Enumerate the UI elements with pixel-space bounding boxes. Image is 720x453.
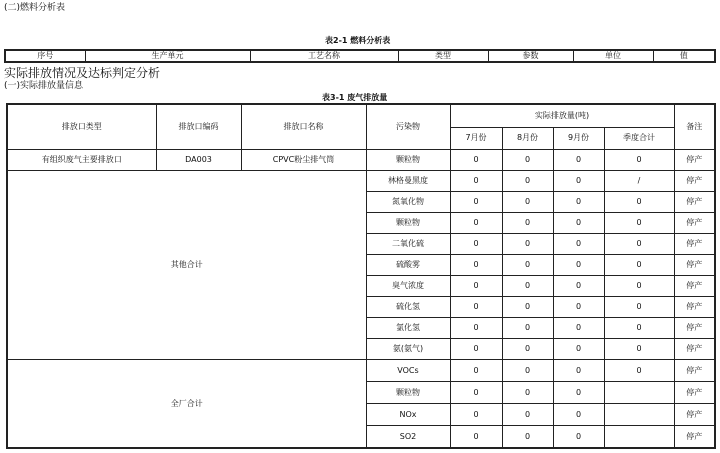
cell-month7: 0 <box>450 339 502 360</box>
header-remark: 备注 <box>674 104 715 149</box>
cell-remark: 停产 <box>674 426 715 448</box>
cell-quarter-total <box>604 426 674 448</box>
cell-month8: 0 <box>502 149 553 170</box>
cell-remark: 停产 <box>674 360 715 382</box>
cell-month9: 0 <box>553 317 604 338</box>
cell-pollutant: 氨(氨气) <box>366 339 450 360</box>
header-outlet-code: 排放口编码 <box>156 104 241 149</box>
header-outlet-type: 排放口类型 <box>7 104 156 149</box>
cell-outlet-type: 有组织废气主要排放口 <box>7 149 156 170</box>
cell-remark: 停产 <box>674 382 715 404</box>
cell-pollutant: 氮氧化物 <box>366 191 450 212</box>
cell-month7: 0 <box>450 426 502 448</box>
table1-header-cell: 序号 <box>5 50 85 62</box>
cell-month7: 0 <box>450 317 502 338</box>
cell-quarter-total: 0 <box>604 296 674 317</box>
cell-month7: 0 <box>450 191 502 212</box>
header-quarter-total: 季度合计 <box>604 127 674 149</box>
cell-pollutant: 硫化氢 <box>366 296 450 317</box>
cell-month7: 0 <box>450 170 502 191</box>
cell-remark: 停产 <box>674 275 715 296</box>
cell-month7: 0 <box>450 212 502 233</box>
cell-remark: 停产 <box>674 254 715 275</box>
cell-month8: 0 <box>502 275 553 296</box>
header-outlet-name: 排放口名称 <box>241 104 366 149</box>
cell-pollutant: 颗粒物 <box>366 382 450 404</box>
header-actual-emission: 实际排放量(吨) <box>450 104 674 127</box>
header-month8: 8月份 <box>502 127 553 149</box>
cell-month8: 0 <box>502 170 553 191</box>
cell-month7: 0 <box>450 254 502 275</box>
cell-month9: 0 <box>553 233 604 254</box>
table3-header-row <box>7 104 715 127</box>
table1-header-row <box>5 50 715 62</box>
cell-month8: 0 <box>502 212 553 233</box>
section-actual-heading: 实际排放情况及达标判定分析 <box>4 66 161 80</box>
cell-outlet-code: DA003 <box>156 149 241 170</box>
cell-pollutant: 臭气浓度 <box>366 275 450 296</box>
cell-month9: 0 <box>553 296 604 317</box>
cell-month8: 0 <box>502 296 553 317</box>
cell-month9: 0 <box>553 170 604 191</box>
cell-month8: 0 <box>502 360 553 382</box>
cell-month9: 0 <box>553 191 604 212</box>
table-row <box>7 149 715 170</box>
cell-month9: 0 <box>553 382 604 404</box>
cell-pollutant: 二氧化硫 <box>366 233 450 254</box>
cell-pollutant: 氯化氢 <box>366 317 450 338</box>
fuel-analysis-table <box>4 49 716 63</box>
table1-header-cell: 值 <box>653 50 715 62</box>
table1-caption: 表2-1 燃料分析表 <box>325 36 391 45</box>
cell-outlet-name: CPVC粉尘排气筒 <box>241 149 366 170</box>
cell-month9: 0 <box>553 149 604 170</box>
cell-month7: 0 <box>450 382 502 404</box>
cell-pollutant: 硫酸雾 <box>366 254 450 275</box>
cell-month8: 0 <box>502 382 553 404</box>
cell-month7: 0 <box>450 404 502 426</box>
cell-quarter-total: 0 <box>604 233 674 254</box>
cell-remark: 停产 <box>674 339 715 360</box>
cell-month8: 0 <box>502 191 553 212</box>
cell-month9: 0 <box>553 212 604 233</box>
table1-header-cell: 单位 <box>573 50 653 62</box>
table1-header-cell: 生产单元 <box>85 50 250 62</box>
cell-remark: 停产 <box>674 149 715 170</box>
table1-header-cell: 类型 <box>398 50 488 62</box>
cell-month8: 0 <box>502 254 553 275</box>
header-month7: 7月份 <box>450 127 502 149</box>
cell-remark: 停产 <box>674 233 715 254</box>
section-fuel-heading: (二)燃料分析表 <box>4 3 66 13</box>
cell-quarter-total: 0 <box>604 191 674 212</box>
header-month9: 9月份 <box>553 127 604 149</box>
cell-quarter-total: 0 <box>604 360 674 382</box>
cell-month9: 0 <box>553 275 604 296</box>
cell-month8: 0 <box>502 404 553 426</box>
cell-month7: 0 <box>450 275 502 296</box>
cell-quarter-total: 0 <box>604 254 674 275</box>
cell-month7: 0 <box>450 296 502 317</box>
cell-quarter-total: 0 <box>604 212 674 233</box>
cell-remark: 停产 <box>674 296 715 317</box>
cell-quarter-total: 0 <box>604 149 674 170</box>
cell-month9: 0 <box>553 360 604 382</box>
cell-pollutant: 颗粒物 <box>366 149 450 170</box>
cell-month7: 0 <box>450 233 502 254</box>
cell-month7: 0 <box>450 149 502 170</box>
cell-pollutant: SO2 <box>366 426 450 448</box>
cell-quarter-total <box>604 382 674 404</box>
table3-caption: 表3-1 废气排放量 <box>322 93 388 102</box>
table-row <box>7 360 715 382</box>
group-label: 其他合计 <box>7 170 366 359</box>
header-pollutant: 污染物 <box>366 104 450 149</box>
cell-pollutant: 林格曼黑度 <box>366 170 450 191</box>
cell-month9: 0 <box>553 404 604 426</box>
cell-month8: 0 <box>502 339 553 360</box>
cell-month8: 0 <box>502 317 553 338</box>
cell-remark: 停产 <box>674 404 715 426</box>
table-row <box>7 170 715 191</box>
cell-remark: 停产 <box>674 212 715 233</box>
cell-month8: 0 <box>502 233 553 254</box>
cell-pollutant: 颗粒物 <box>366 212 450 233</box>
subsection-heading: (一)实际排放量信息 <box>4 81 84 91</box>
cell-quarter-total: 0 <box>604 275 674 296</box>
cell-month9: 0 <box>553 254 604 275</box>
cell-month9: 0 <box>553 339 604 360</box>
cell-quarter-total: 0 <box>604 317 674 338</box>
cell-quarter-total: 0 <box>604 339 674 360</box>
cell-month9: 0 <box>553 426 604 448</box>
cell-month7: 0 <box>450 360 502 382</box>
group-label: 全厂合计 <box>7 360 366 448</box>
cell-remark: 停产 <box>674 170 715 191</box>
cell-quarter-total: / <box>604 170 674 191</box>
cell-remark: 停产 <box>674 317 715 338</box>
cell-quarter-total <box>604 404 674 426</box>
table1-header-cell: 参数 <box>488 50 573 62</box>
cell-remark: 停产 <box>674 191 715 212</box>
cell-pollutant: NOx <box>366 404 450 426</box>
cell-pollutant: VOCs <box>366 360 450 382</box>
exhaust-emission-table <box>6 103 716 449</box>
cell-month8: 0 <box>502 426 553 448</box>
table1-header-cell: 工艺名称 <box>250 50 398 62</box>
